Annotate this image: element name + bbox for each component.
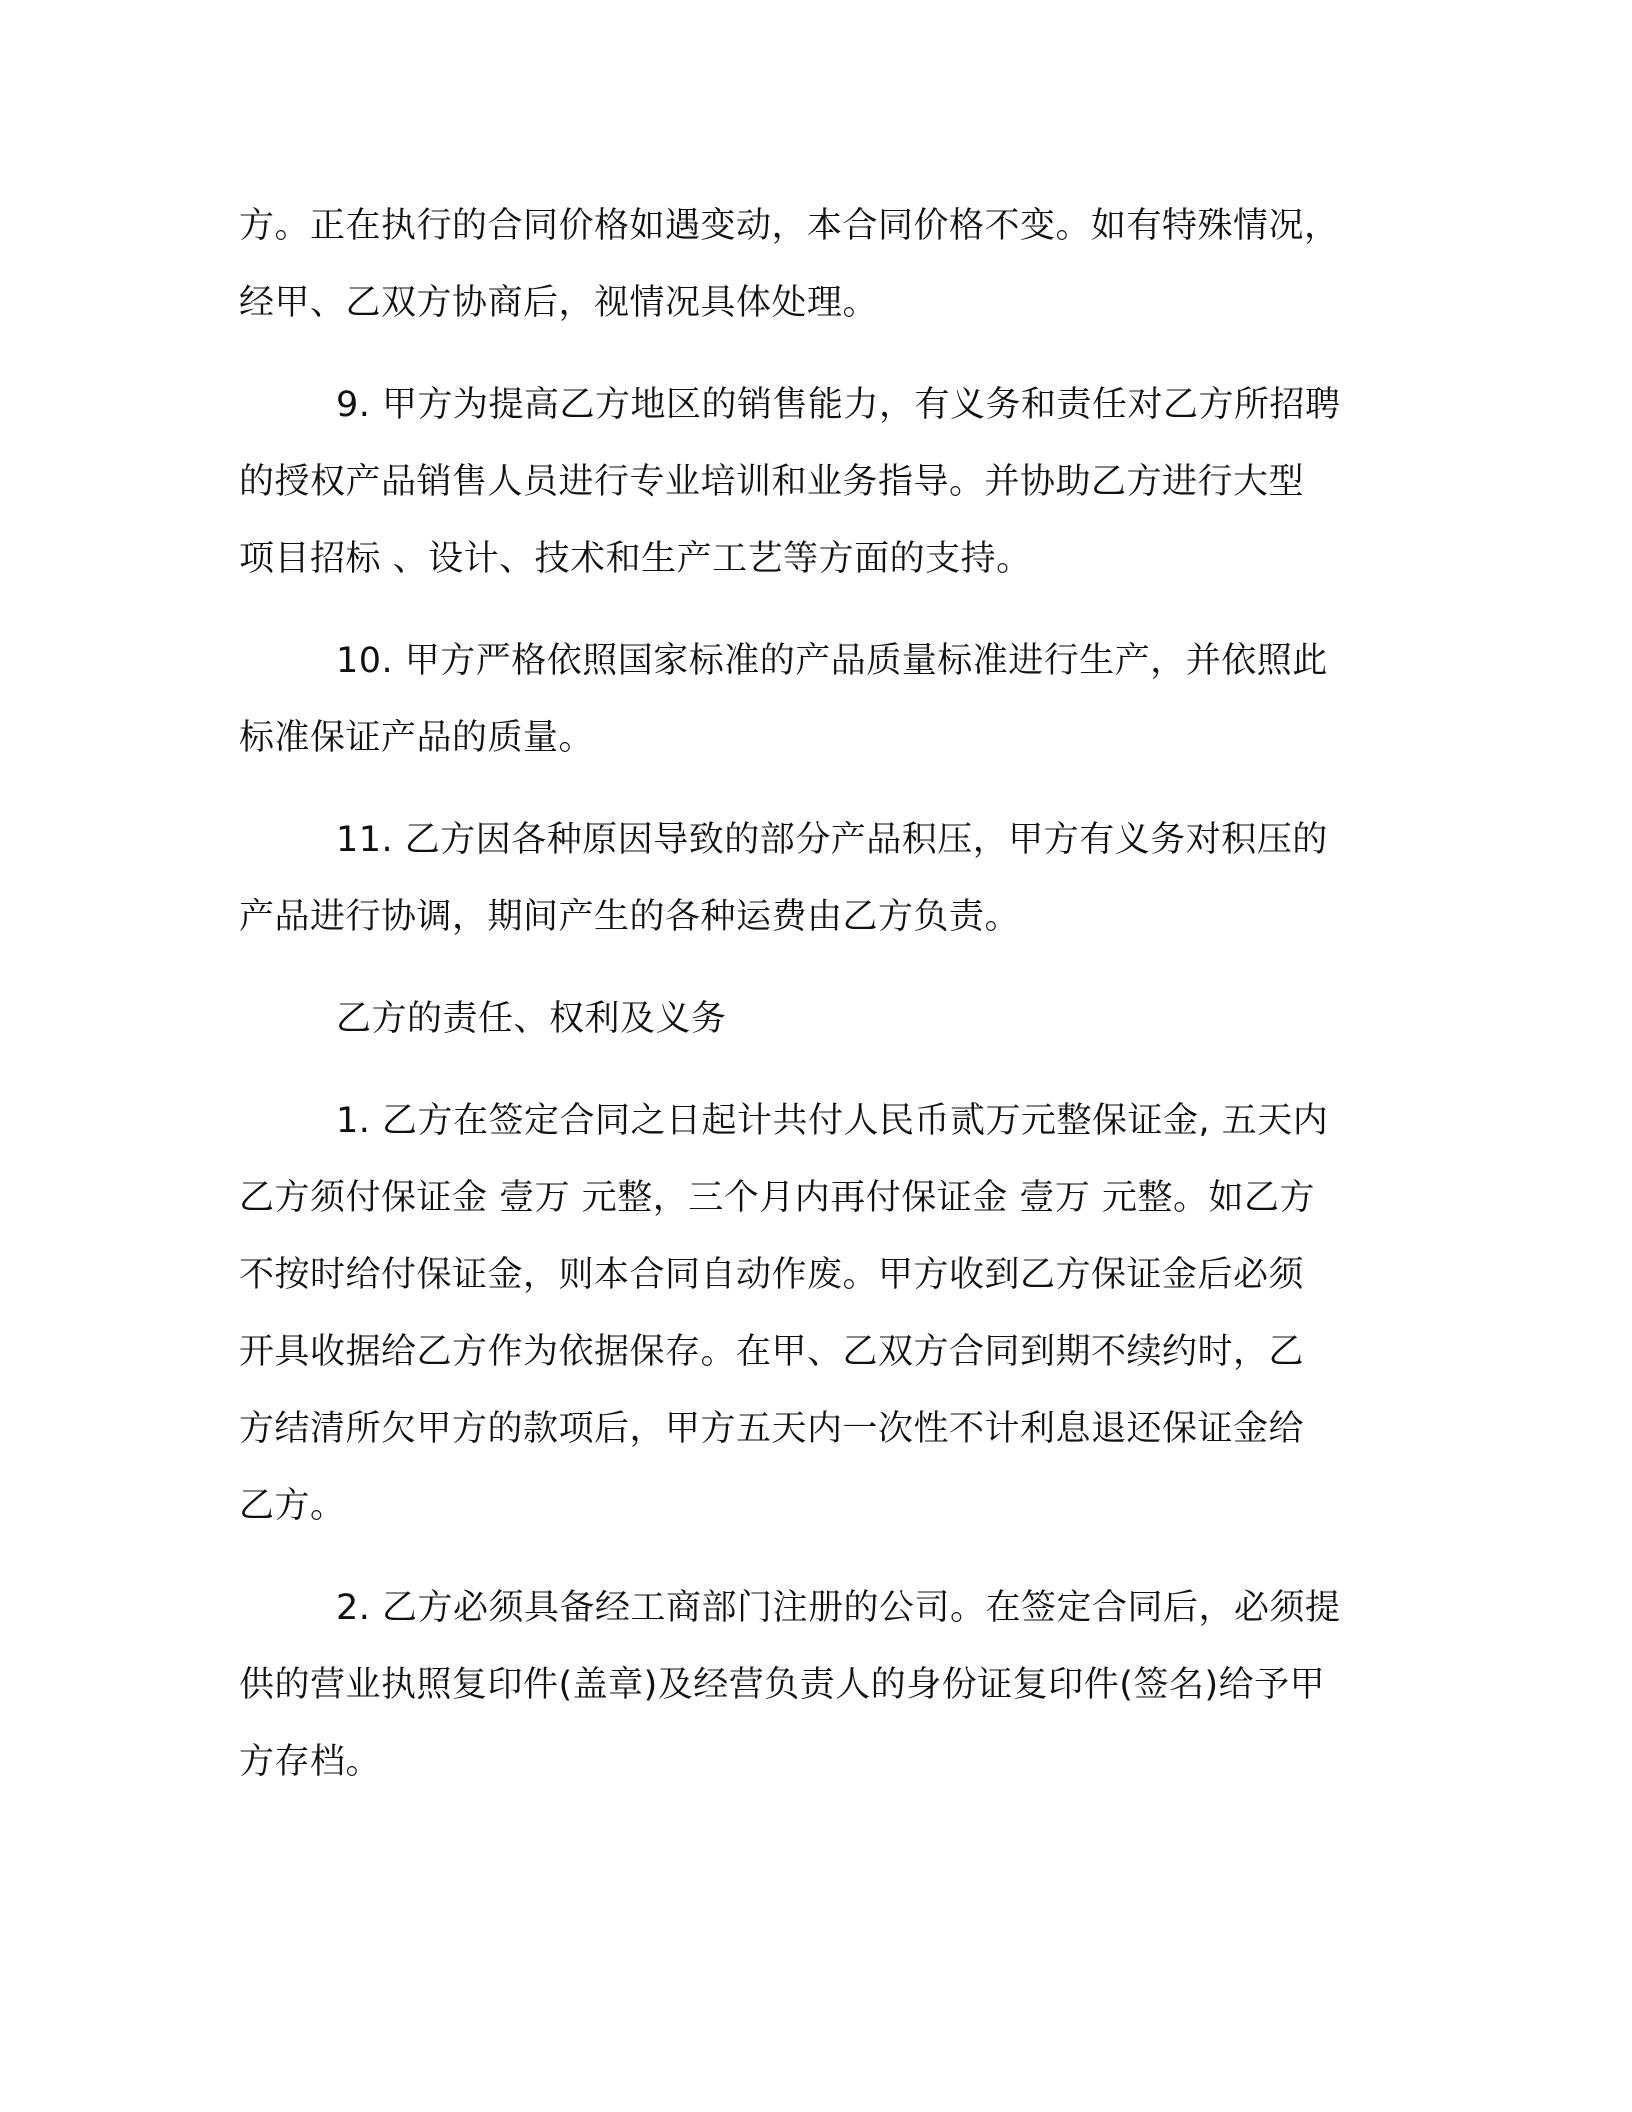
text-line: 项目招标 、设计、技术和生产工艺等方面的支持。	[239, 539, 1032, 579]
text-line: 10. 甲方严格依照国家标准的产品质量标准进行生产，并依照此	[336, 641, 1328, 681]
text-line: 产品进行协调，期间产生的各种运费由乙方负责。	[239, 897, 1021, 937]
text-line: 方。正在执行的合同价格如遇变动，本合同价格不变。如有特殊情况，	[239, 206, 1340, 246]
text-line: 9. 甲方为提高乙方地区的销售能力，有义务和责任对乙方所招聘	[336, 385, 1341, 425]
clause-9	[239, 367, 1379, 598]
text-line: 开具收据给乙方作为依据保存。在甲、乙双方合同到期不续约时，乙	[239, 1332, 1305, 1372]
party-b-clause-1	[239, 1083, 1379, 1545]
text-line: 的授权产品销售人员进行专业培训和业务指导。并协助乙方进行大型	[239, 462, 1305, 502]
text-line: 不按时给付保证金，则本合同自动作废。甲方收到乙方保证金后必须	[239, 1255, 1305, 1295]
text-line: 标准保证产品的质量。	[239, 718, 595, 758]
clause-11	[239, 802, 1379, 956]
text-line: 2. 乙方必须具备经工商部门注册的公司。在签定合同后，必须提	[336, 1588, 1341, 1628]
text-line: 方结清所欠甲方的款项后，甲方五天内一次性不计利息退还保证金给	[239, 1409, 1305, 1449]
section-heading-text: 乙方的责任、权利及义务	[336, 999, 727, 1039]
text-line: 1. 乙方在签定合同之日起计共付人民币贰万元整保证金, 五天内	[336, 1101, 1329, 1141]
section-heading	[239, 981, 1379, 1058]
text-line: 经甲、乙双方协商后，视情况具体处理。	[239, 283, 879, 323]
party-b-clause-2	[239, 1570, 1379, 1801]
text-line: 方存档。	[239, 1742, 382, 1782]
text-line: 乙方。	[239, 1486, 346, 1526]
text-line: 乙方须付保证金 壹万 元整，三个月内再付保证金 壹万 元整。如乙方	[239, 1178, 1316, 1218]
text-line: 供的营业执照复印件(盖章)及经营负责人的身份证复印件(签名)给予甲	[239, 1665, 1326, 1705]
document-body	[239, 188, 1379, 1826]
paragraph-continued	[239, 188, 1379, 342]
clause-10	[239, 623, 1379, 777]
text-line: 11. 乙方因各种原因导致的部分产品积压，甲方有义务对积压的	[336, 820, 1328, 860]
